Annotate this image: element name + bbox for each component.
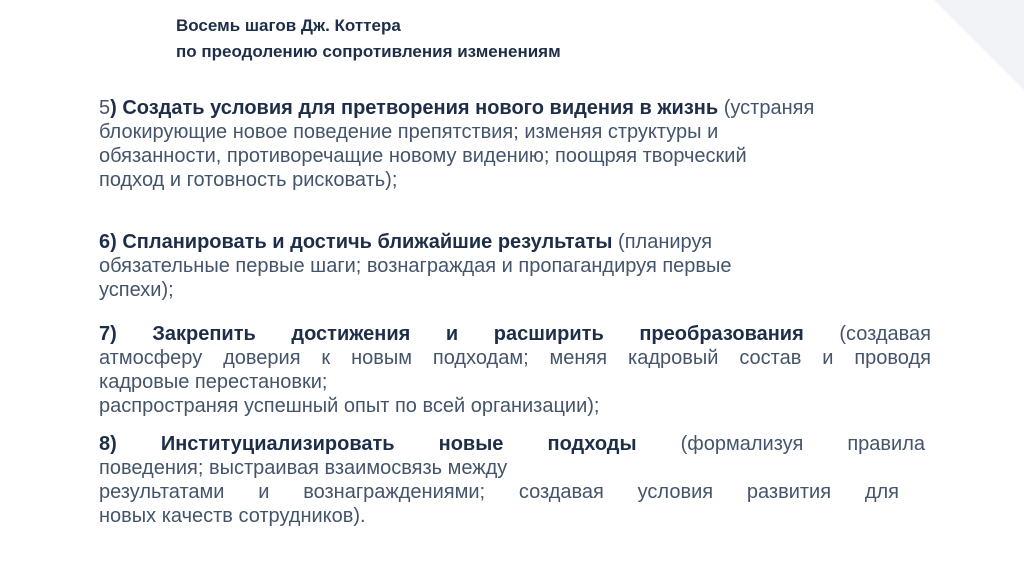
- step-5-heading: ) Создать условия для претворения нового видения в жизнь: [110, 97, 719, 119]
- step-5-line-1: [99, 96, 931, 120]
- step-8-text-1: (формализуя правила: [636, 433, 926, 455]
- step-8-line-1: [99, 432, 925, 456]
- step-6: [99, 230, 931, 302]
- step-8-line-3: результатами и вознаграждениями; создавая условия развития для: [99, 481, 899, 503]
- step-8-line-2: поведения; выстраивая взаимосвязь между: [99, 457, 508, 479]
- step-5: [99, 96, 931, 192]
- step-8-heading: 8) Институциализировать новые подходы: [99, 433, 637, 455]
- step-7-line-3: кадровые перестановки;: [99, 371, 328, 393]
- step-7-line-2: атмосферу доверия к новым подходам; меняя кадровый состав и проводя: [99, 347, 931, 369]
- corner-decoration: [894, 0, 1024, 90]
- step-5-line-4: подход и готовность рисковать);: [99, 169, 398, 191]
- step-8: [99, 432, 925, 528]
- step-7-text-1: (создавая: [803, 323, 931, 345]
- title-line-1: Восемь шагов Дж. Коттера: [176, 16, 401, 35]
- step-7-line-4: распространяя успешный опыт по всей организации);: [99, 395, 600, 417]
- step-8-line-4: новых качеств сотрудников).: [99, 505, 366, 527]
- step-6-heading: 6) Спланировать и достичь ближайшие результаты: [99, 231, 613, 253]
- step-5-line-3: обязанности, противоречащие новому видению; поощряя творческий: [99, 145, 747, 167]
- slide-title: [176, 14, 561, 66]
- step-6-line-2: обязательные первые шаги; вознаграждая и пропагандируя первые: [99, 255, 732, 277]
- step-6-line-1: [99, 230, 931, 254]
- step-7-heading: 7) Закрепить достижения и расширить преобразования: [99, 323, 804, 345]
- title-line-2: по преодолению сопротивления изменениям: [176, 42, 561, 61]
- step-6-text-1: (планируя: [612, 231, 713, 253]
- step-5-line-2: блокирующие новое поведение препятствия; изменяя структуры и: [99, 121, 719, 143]
- step-5-text-1: (устраняя: [718, 97, 815, 119]
- step-7: [99, 322, 931, 418]
- step-7-line-1: [99, 322, 931, 346]
- step-5-number: 5: [99, 97, 111, 119]
- step-6-line-3: успехи);: [99, 279, 174, 301]
